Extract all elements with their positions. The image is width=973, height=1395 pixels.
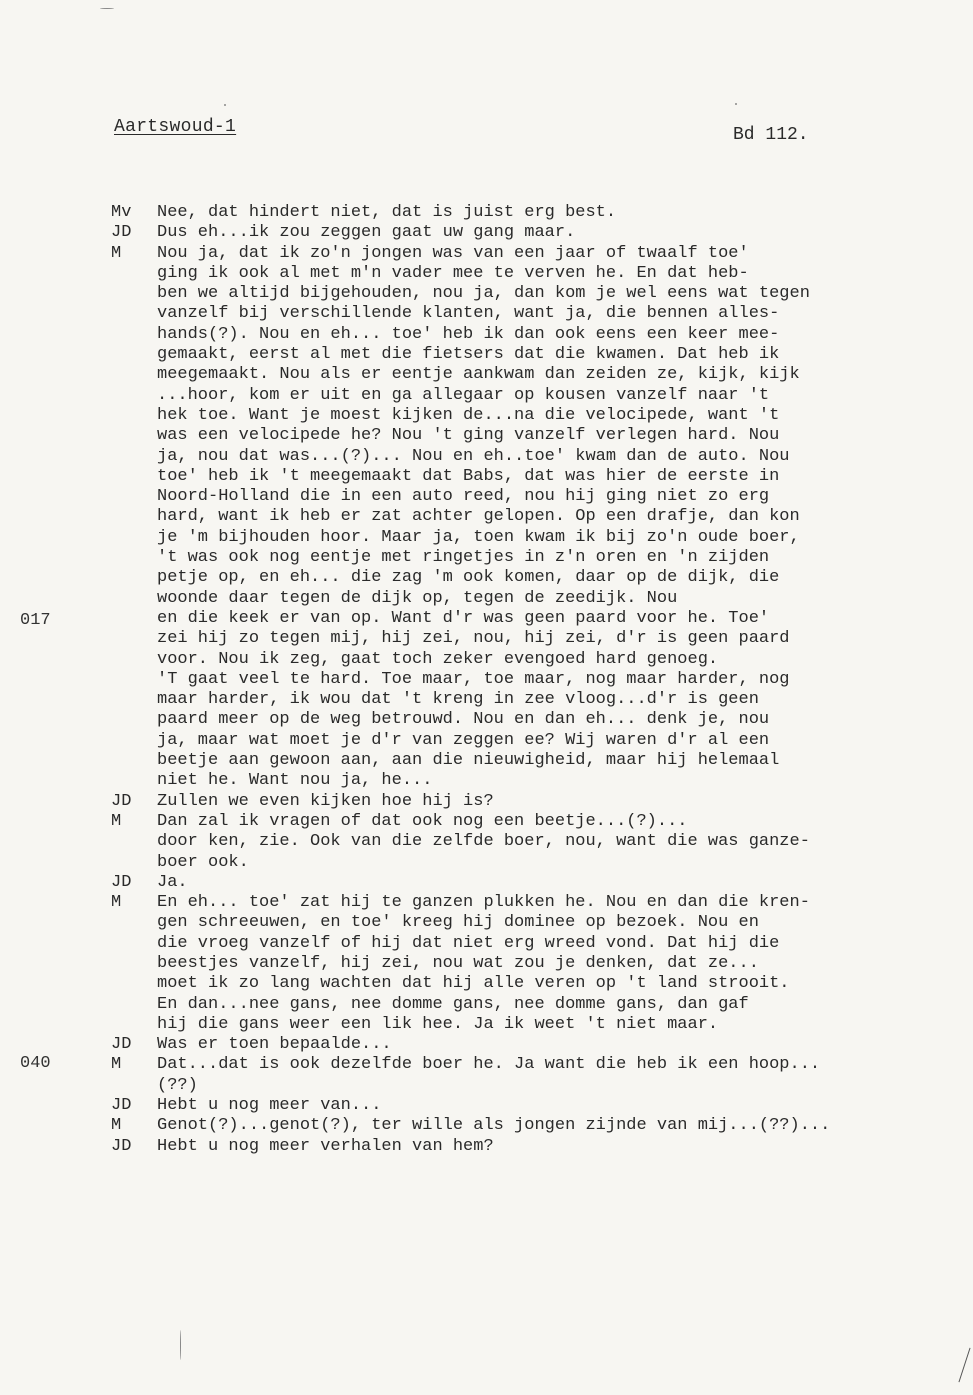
speech-text bbox=[157, 244, 957, 792]
transcript-entry bbox=[0, 203, 973, 223]
speech-line: maar harder, ik wou dat 't kreng in zee vloog...d'r is geen bbox=[157, 690, 759, 710]
speech-line: 't was ook nog eentje met ringetjes in z'n oren en 'n zijden bbox=[157, 548, 770, 568]
scan-speck bbox=[100, 8, 114, 9]
speech-line: toe' heb ik 't meegemaakt dat Babs, dat was hier de eerste in bbox=[157, 466, 780, 486]
speech-text bbox=[157, 812, 957, 873]
speech-line: Dus eh...ik zou zeggen gaat uw gang maar. bbox=[157, 223, 576, 243]
speech-line: en die keek er van op. Want d'r was geen paard voor he. Toe' bbox=[157, 608, 770, 628]
speech-line: Nee, dat hindert niet, dat is juist erg best. bbox=[157, 203, 617, 222]
speech-line: woonde daar tegen de dijk op, tegen de zeedijk. Nou bbox=[157, 588, 678, 608]
speech-line: Was er toen bepaalde... bbox=[157, 1035, 392, 1055]
speech-line: zei hij zo tegen mij, hij zei, nou, hij zei, d'r is geen paard bbox=[157, 629, 790, 649]
transcript-entry bbox=[0, 244, 973, 792]
speech-line: Hebt u nog meer verhalen van hem? bbox=[157, 1136, 494, 1156]
speech-line: niet he. Want nou ja, he... bbox=[157, 771, 433, 791]
speech-line: Hebt u nog meer van... bbox=[157, 1096, 382, 1116]
speaker-label: Mv bbox=[111, 203, 132, 222]
speaker-label: M bbox=[111, 893, 122, 913]
speech-line: (??) bbox=[157, 1075, 198, 1095]
transcript-entry bbox=[0, 1096, 973, 1116]
speech-line: hands(?). Nou en eh... toe' heb ik dan ook eens een keer mee- bbox=[157, 324, 780, 344]
speech-text bbox=[157, 1055, 957, 1096]
transcript-entry bbox=[0, 873, 973, 893]
speaker-label: JD bbox=[111, 872, 132, 892]
scan-speck bbox=[180, 1330, 181, 1360]
speech-line: hard, want ik heb er zat achter gelopen. Op een drafje, dan kon bbox=[157, 507, 800, 527]
speech-line: Nou ja, dat ik zo'n jongen was van een jaar of twaalf toe' bbox=[157, 243, 749, 263]
speech-line: gen schreeuwen, en toe' kreeg hij dominee op bezoek. Nou en bbox=[157, 913, 759, 933]
speaker-label: JD bbox=[111, 223, 132, 243]
speech-line: door ken, zie. Ook van die zelfde boer, nou, want die was ganze- bbox=[157, 832, 810, 852]
speech-line: En eh... toe' zat hij te ganzen plukken he. Nou en dan die kren- bbox=[157, 893, 810, 913]
speech-line: Noord-Holland die in een auto reed, nou hij ging niet zo erg bbox=[157, 487, 770, 507]
margin-number: 040 bbox=[20, 1054, 51, 1073]
speech-line: En dan...nee gans, nee domme gans, nee domme gans, dan gaf bbox=[157, 994, 749, 1014]
scan-speck bbox=[735, 103, 737, 105]
speech-line: Zullen we even kijken hoe hij is? bbox=[157, 791, 494, 811]
speech-line: paard meer op de weg betrouwd. Nou en dan eh... denk je, nou bbox=[157, 710, 770, 730]
transcript-entry bbox=[0, 1055, 973, 1096]
margin-number: 017 bbox=[20, 611, 51, 630]
speech-text bbox=[157, 203, 957, 223]
transcript-entry bbox=[0, 1137, 973, 1157]
speaker-label: JD bbox=[111, 1035, 132, 1055]
speech-line: Genot(?)...genot(?), ter wille als jongen zijnde van mij...(??)... bbox=[157, 1116, 831, 1136]
speech-line: moet ik zo lang wachten dat hij alle veren op 't land strooit. bbox=[157, 974, 790, 994]
speech-line: je 'm bijhouden hoor. Maar ja, toen kwam ik bij zo'n oude boer, bbox=[157, 527, 800, 547]
transcript-entry bbox=[0, 1116, 973, 1136]
speech-text bbox=[157, 223, 957, 243]
speech-text bbox=[157, 873, 957, 893]
transcript-entry bbox=[0, 1035, 973, 1055]
transcript-entry bbox=[0, 893, 973, 1035]
speech-line: 'T gaat veel te hard. Toe maar, toe maar, nog maar harder, nog bbox=[157, 669, 790, 689]
speech-text bbox=[157, 1096, 957, 1116]
scan-edge-mark bbox=[958, 1348, 970, 1383]
speech-line: ben we altijd bijgehouden, nou ja, dan kom je wel eens wat tegen bbox=[157, 284, 810, 304]
speech-line: was een velocipede he? Nou 't ging vanzelf verlegen hard. Nou bbox=[157, 426, 780, 446]
speech-line: ja, maar wat moet je d'r van zeggen ee? Wij waren d'r al een bbox=[157, 730, 770, 750]
speech-line: Dan zal ik vragen of dat ook nog een beetje...(?)... bbox=[157, 811, 688, 831]
speech-line: hij die gans weer een lik hee. Ja ik weet 't niet maar. bbox=[157, 1014, 719, 1034]
speech-line: petje op, en eh... die zag 'm ook komen, daar op de dijk, die bbox=[157, 568, 780, 588]
page-reference: Bd 112. bbox=[733, 125, 809, 145]
speech-line: ja, nou dat was...(?)... Nou en eh..toe' kwam dan de auto. Nou bbox=[157, 446, 790, 466]
speech-text bbox=[157, 1137, 957, 1157]
speech-line: die vroeg vanzelf of hij dat niet erg wreed vond. Dat hij die bbox=[157, 933, 780, 953]
scan-speck bbox=[224, 104, 226, 106]
speech-line: boer ook. bbox=[157, 852, 249, 872]
speech-text bbox=[157, 792, 957, 812]
speech-text bbox=[157, 1035, 957, 1055]
transcript-entry bbox=[0, 792, 973, 812]
speech-line: voor. Nou ik zeg, gaat toch zeker evengoed hard genoeg. bbox=[157, 649, 719, 669]
speech-line: meegemaakt. Nou als er eentje aankwam dan zeiden ze, kijk, kijk bbox=[157, 365, 800, 385]
speaker-label: JD bbox=[111, 1136, 132, 1156]
transcript-entry bbox=[0, 223, 973, 243]
transcript-entry bbox=[0, 812, 973, 873]
speech-text bbox=[157, 1116, 957, 1136]
transcript bbox=[0, 203, 973, 1157]
speaker-label: M bbox=[111, 811, 122, 831]
speech-line: ging ik ook al met m'n vader mee te verven he. En dat heb- bbox=[157, 263, 749, 283]
speech-line: Ja. bbox=[157, 872, 188, 892]
speech-line: Dat...dat is ook dezelfde boer he. Ja want die heb ik een hoop... bbox=[157, 1055, 821, 1075]
speech-line: vanzelf bij verschillende klanten, want ja, die bennen alles- bbox=[157, 304, 780, 324]
speaker-label: M bbox=[111, 243, 122, 263]
speaker-label: M bbox=[111, 1116, 122, 1136]
speaker-label: JD bbox=[111, 1096, 132, 1116]
speech-line: beetje aan gewoon aan, aan die nieuwigheid, maar hij helemaal bbox=[157, 751, 780, 771]
document-title: Aartswoud-1 bbox=[114, 117, 237, 137]
speech-line: hek toe. Want je moest kijken de...na die velocipede, want 't bbox=[157, 405, 780, 425]
speech-line: ...hoor, kom er uit en ga allegaar op kousen vanzelf naar 't bbox=[157, 385, 770, 405]
speaker-label: JD bbox=[111, 791, 132, 811]
speaker-label: M bbox=[111, 1055, 122, 1075]
speech-line: beestjes vanzelf, hij zei, nou wat zou je denken, dat ze... bbox=[157, 953, 759, 973]
speech-text bbox=[157, 893, 957, 1035]
speech-line: gemaakt, eerst al met die fietsers dat die kwamen. Dat heb ik bbox=[157, 345, 780, 365]
